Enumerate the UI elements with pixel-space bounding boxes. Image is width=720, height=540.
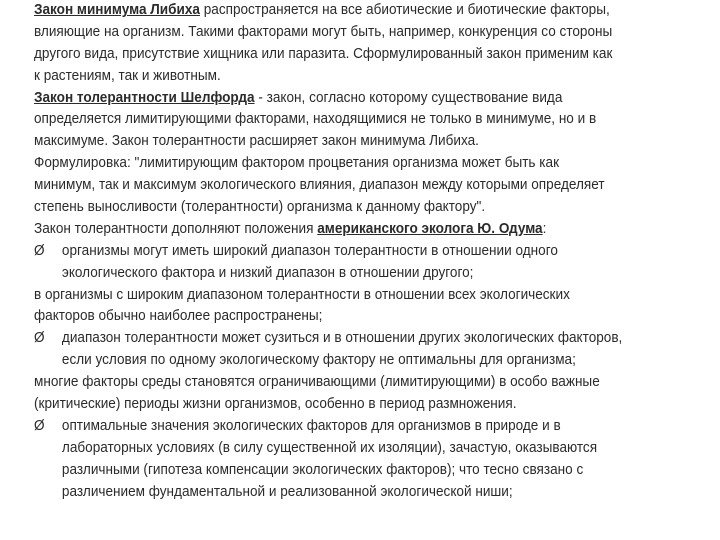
term-shelford-law: Закон толерантности Шелфорда xyxy=(34,89,255,106)
text: диапазон толерантности может сузиться и в отношении других экологических факторов, xyxy=(61,330,623,347)
text: организмы могут иметь широкий диапазон толерантности в отношении одного xyxy=(61,242,558,259)
paragraph-wide-range-line-2: факторов обычно наиболее распространены; xyxy=(34,308,323,325)
arrow-bullet-icon: Ø xyxy=(34,330,45,347)
term-odum: американского эколога Ю. Одума xyxy=(317,220,543,237)
paragraph-odum-intro xyxy=(34,219,650,241)
bullet-3-line-4: различением фундаментальной и реализованной экологической ниши; xyxy=(61,483,513,500)
bullet-3-line-2: лабораторных условиях (в силу существенной их изоляции), зачастую, оказываются xyxy=(61,439,598,456)
paragraph-wide-range-line-1: в организмы с широким диапазоном толерантности в отношении всех экологических xyxy=(34,286,570,303)
paragraph-formulation-line-1: Формулировка: "лимитирующим фактором процветания организма может быть как xyxy=(34,155,560,172)
text: - закон, согласно которому существование вида xyxy=(254,89,563,106)
paragraph-shelford-line-3: максимуме. Закон толерантности расширяет закон минимума Либиха. xyxy=(34,133,479,150)
paragraph-shelford-line-1 xyxy=(34,88,650,110)
text: распространяется на все абиотические и биотические факторы, xyxy=(199,2,610,18)
paragraph-critical-periods-line-1: многие факторы среды становятся ограничивающими (лимитирующими) в особо важные xyxy=(34,374,600,391)
bullet-3-line-1 xyxy=(34,416,650,438)
arrow-bullet-icon: Ø xyxy=(34,417,45,434)
paragraph-liebig-line-3: другого вида, присутствие хищника или паразита. Сформулированный закон применим как xyxy=(34,45,613,62)
paragraph-liebig-line-1 xyxy=(34,0,650,22)
bullet-2-line-1 xyxy=(34,328,650,350)
document-page xyxy=(34,0,650,503)
paragraph-liebig-line-2: влияющие на организм. Такими факторами могут быть, например, конкуренция со стороны xyxy=(34,23,613,40)
bullet-1-line-1 xyxy=(34,241,650,263)
paragraph-critical-periods-line-2: (критические) периоды жизни организмов, особенно в период размножения. xyxy=(34,396,517,413)
text: оптимальные значения экологических факторов для организмов в природе и в xyxy=(61,417,561,434)
text: : xyxy=(542,220,547,237)
arrow-bullet-icon: Ø xyxy=(34,242,45,259)
bullet-3-line-3: различными (гипотеза компенсации экологических факторов); что тесно связано с xyxy=(61,461,584,478)
text: Закон толерантности дополняют положения xyxy=(34,220,318,237)
paragraph-formulation-line-2: минимум, так и максимум экологического влияния, диапазон между которыми определяет xyxy=(34,177,605,194)
bullet-2-line-2: если условия по одному экологическому фактору не оптимальны для организма; xyxy=(61,352,576,369)
term-liebig-law: Закон минимума Либиха xyxy=(34,2,200,18)
paragraph-liebig-line-4: к растениям, так и животным. xyxy=(34,67,221,84)
paragraph-shelford-line-2: определяется лимитирующими факторами, находящимися не только в минимуме, но и в xyxy=(34,111,597,128)
bullet-1-line-2: экологического фактора и низкий диапазон в отношении другого; xyxy=(61,264,474,281)
paragraph-formulation-line-3: степень выносливости (толерантности) организма к данному фактору". xyxy=(34,199,486,216)
